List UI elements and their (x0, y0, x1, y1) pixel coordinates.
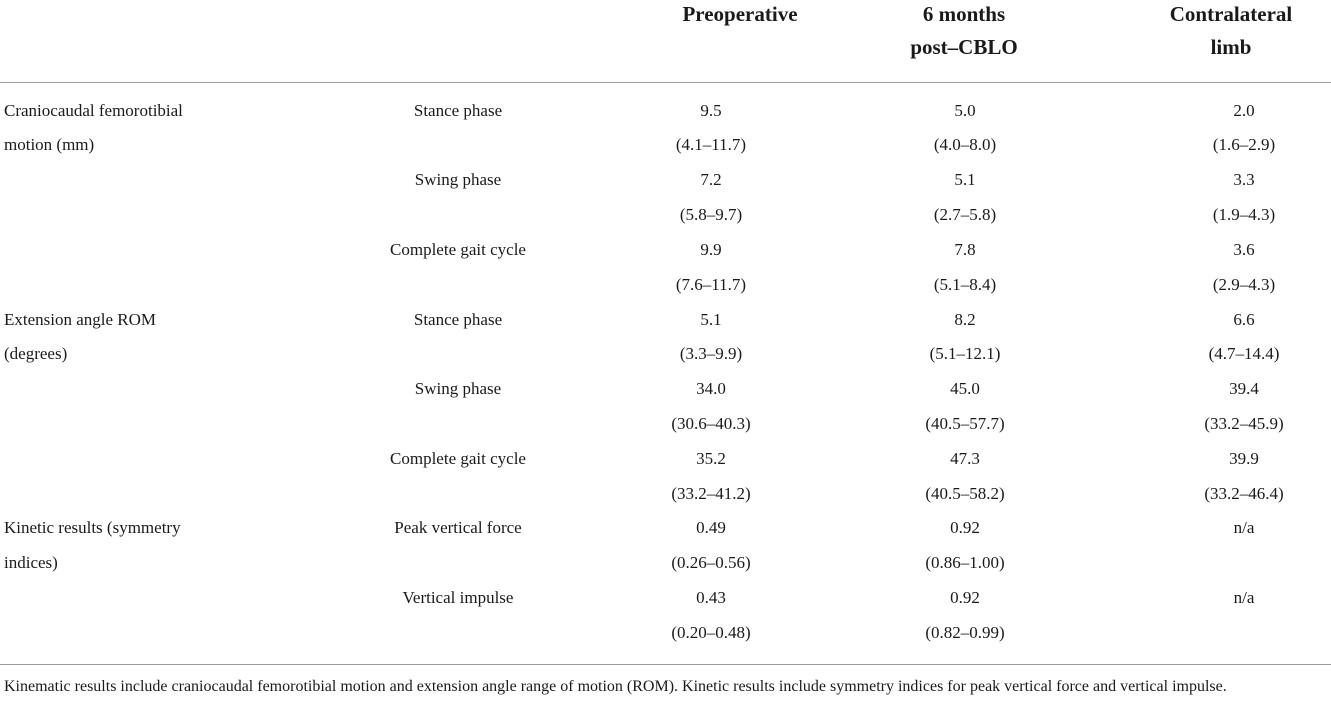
group-label-kinetic-line1: Kinetic results (symmetry (4, 518, 181, 537)
contralateral-range: (2.9–4.3) (1212, 275, 1276, 294)
six-months-value: 7.8 (954, 240, 976, 259)
header-six-months-line1: 6 months (922, 2, 1006, 26)
contralateral-range: (1.9–4.3) (1212, 205, 1276, 224)
six-months-range: (4.0–8.0) (933, 135, 997, 154)
group-label-craniocaudal-line1: Craniocaudal femorotibial (4, 101, 183, 120)
group-label-kinetic-line2: indices) (4, 553, 58, 572)
row-label: Complete gait cycle (390, 240, 526, 259)
six-months-range: (5.1–12.1) (929, 344, 1001, 363)
preoperative-value: 35.2 (696, 449, 726, 468)
six-months-range: (0.82–0.99) (925, 623, 1005, 642)
contralateral-value: n/a (1233, 588, 1255, 607)
group-label-extension-line1: Extension angle ROM (4, 310, 157, 329)
table-top-rule (0, 82, 1331, 83)
six-months-value: 0.92 (950, 518, 980, 537)
preoperative-range: (30.6–40.3) (671, 414, 751, 433)
contralateral-range: (33.2–46.4) (1204, 484, 1284, 503)
group-label-extension-line2: (degrees) (4, 344, 68, 363)
row-label: Complete gait cycle (390, 449, 526, 468)
row-label: Swing phase (414, 379, 502, 398)
row-label: Peak vertical force (394, 518, 522, 537)
row-label: Swing phase (414, 170, 502, 189)
header-preoperative: Preoperative (682, 2, 798, 26)
preoperative-value: 9.5 (700, 101, 722, 120)
preoperative-value: 0.43 (696, 588, 726, 607)
six-months-range: (2.7–5.8) (933, 205, 997, 224)
six-months-value: 5.1 (954, 170, 976, 189)
preoperative-value: 7.2 (700, 170, 722, 189)
six-months-value: 8.2 (954, 310, 976, 329)
contralateral-value: 3.3 (1233, 170, 1255, 189)
preoperative-value: 0.49 (696, 518, 726, 537)
group-label-craniocaudal-line2: motion (mm) (4, 135, 95, 154)
six-months-range: (40.5–57.7) (925, 414, 1005, 433)
contralateral-range: (1.6–2.9) (1212, 135, 1276, 154)
six-months-value: 0.92 (950, 588, 980, 607)
preoperative-range: (3.3–9.9) (679, 344, 743, 363)
preoperative-range: (4.1–11.7) (675, 135, 747, 154)
preoperative-value: 9.9 (700, 240, 722, 259)
preoperative-value: 5.1 (700, 310, 722, 329)
row-label: Stance phase (413, 101, 503, 120)
table-footnote: Kinematic results include craniocaudal femorotibial motion and extension angle range of motion (ROM). Kinetic results include symmetry indices for peak vertical force and vertical impulse. (4, 678, 1227, 695)
header-contralateral-line2: limb (1210, 35, 1252, 59)
contralateral-value: n/a (1233, 518, 1255, 537)
preoperative-value: 34.0 (696, 379, 726, 398)
contralateral-value: 39.9 (1229, 449, 1259, 468)
six-months-range: (40.5–58.2) (925, 484, 1005, 503)
header-contralateral-line1: Contralateral (1169, 2, 1293, 26)
contralateral-value: 3.6 (1233, 240, 1255, 259)
contralateral-value: 2.0 (1233, 101, 1255, 120)
preoperative-range: (33.2–41.2) (671, 484, 751, 503)
six-months-range: (5.1–8.4) (933, 275, 997, 294)
preoperative-range: (7.6–11.7) (675, 275, 747, 294)
six-months-value: 5.0 (954, 101, 976, 120)
six-months-value: 47.3 (950, 449, 980, 468)
row-label: Vertical impulse (402, 588, 514, 607)
contralateral-range: (33.2–45.9) (1204, 414, 1284, 433)
header-six-months-line2: post–CBLO (910, 35, 1018, 59)
table-bottom-rule (0, 664, 1331, 665)
six-months-range: (0.86–1.00) (925, 553, 1005, 572)
six-months-value: 45.0 (950, 379, 980, 398)
contralateral-value: 39.4 (1229, 379, 1259, 398)
contralateral-range: (4.7–14.4) (1208, 344, 1280, 363)
preoperative-range: (5.8–9.7) (679, 205, 743, 224)
contralateral-value: 6.6 (1233, 310, 1255, 329)
preoperative-range: (0.26–0.56) (671, 553, 751, 572)
preoperative-range: (0.20–0.48) (671, 623, 751, 642)
row-label: Stance phase (413, 310, 503, 329)
